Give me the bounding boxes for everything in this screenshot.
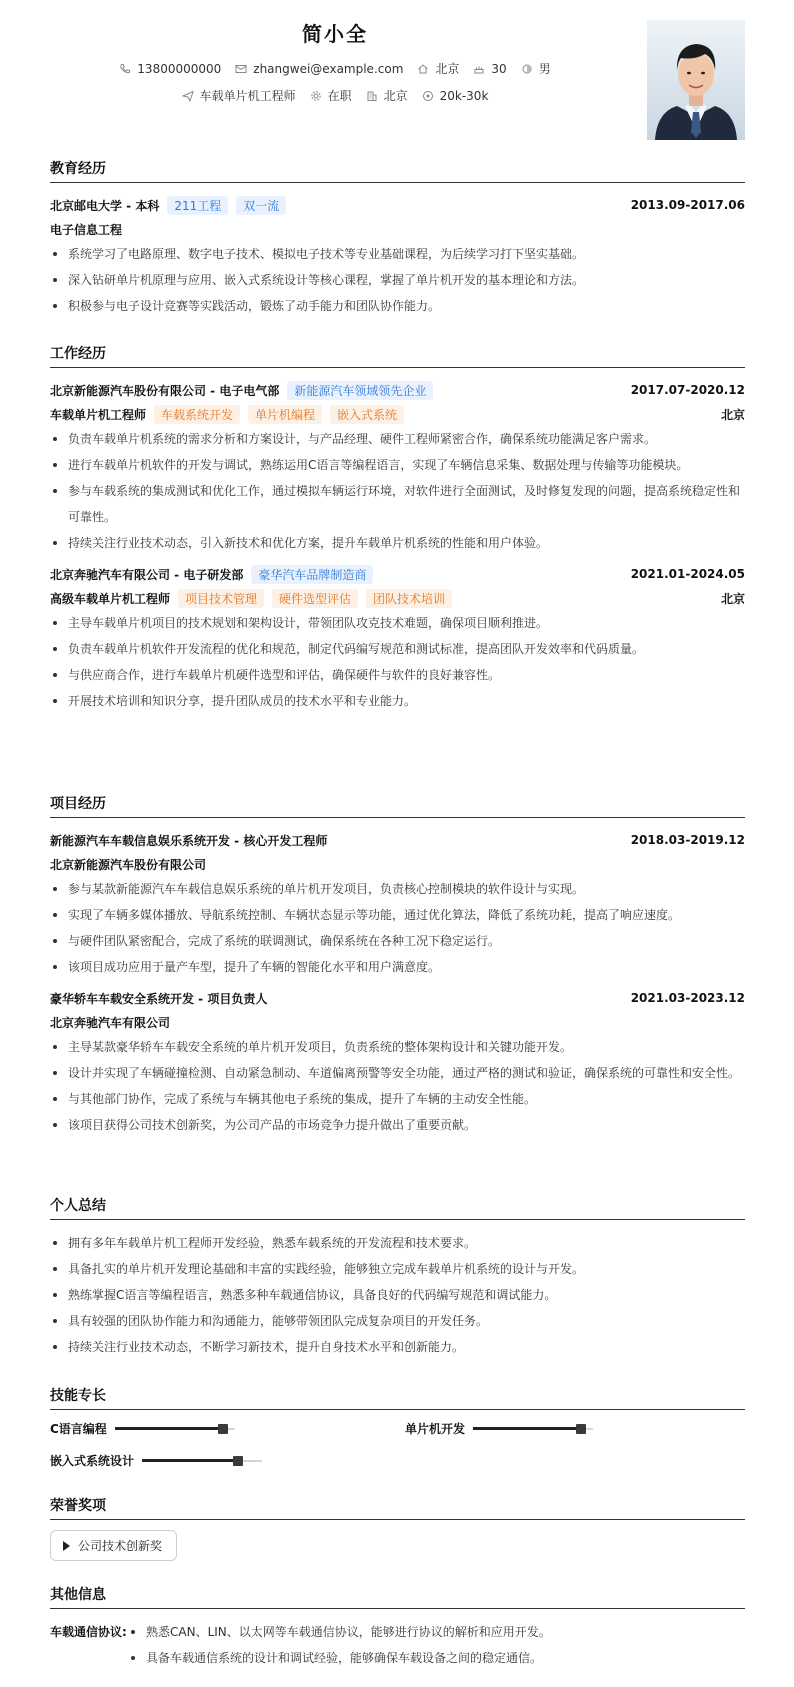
- awards-section: [50, 1495, 745, 1561]
- contact-gender: [521, 60, 551, 77]
- list-item: 进行车载单片机软件的开发与调试，熟练运用C语言等编程语言，实现了车辆信息采集、数据处理与传输等功能模块。: [50, 452, 745, 478]
- job-period: 2021.01-2024.05: [630, 567, 745, 581]
- job-target-city: [366, 87, 408, 104]
- award-name: 公司技术创新奖: [78, 1539, 163, 1553]
- role-tag: 硬件选型评估: [272, 589, 358, 608]
- list-item: 主导某款豪华轿车车载安全系统的单片机开发项目，负责系统的整体架构设计和关键功能开发。: [50, 1034, 745, 1060]
- list-item: 深入钻研单片机原理与应用、嵌入式系统设计等核心课程，掌握了单片机开发的基本理论和方法。: [50, 267, 745, 293]
- major-row: [50, 217, 745, 241]
- list-item: 具有较强的团队协作能力和沟通能力，能够带领团队完成复杂项目的开发任务。: [50, 1308, 745, 1334]
- list-item: 开展技术培训和知识分享，提升团队成员的技术水平和专业能力。: [50, 688, 745, 714]
- job-location: 北京: [720, 591, 745, 606]
- major-name: 电子信息工程: [50, 222, 123, 237]
- skill-item: [50, 1452, 262, 1469]
- job-location: 北京: [720, 407, 745, 422]
- gear-icon: [310, 90, 322, 102]
- profile-photo: [647, 20, 745, 140]
- contact-city: [417, 60, 459, 77]
- target-city-value: 北京: [383, 89, 408, 103]
- list-item: 实现了车辆多媒体播放、导航系统控制、车辆状态显示等功能，通过优化算法，降低了系统功耗，提高了响应速度。: [50, 902, 745, 928]
- projects-section: [50, 793, 745, 1138]
- list-item: 负责车载单片机系统的需求分析和方案设计，与产品经理、硬件工程师紧密合作，确保系统功能满足客户需求。: [50, 426, 745, 452]
- city-value: 北京: [435, 62, 460, 76]
- contact-row-basic: [0, 60, 670, 77]
- contact-row-job: [0, 87, 670, 104]
- list-item: 该项目成功应用于量产车型，提升了车辆的智能化水平和用户满意度。: [50, 954, 745, 980]
- skill-name: 单片机开发: [405, 1422, 466, 1436]
- project-bullets: [50, 876, 745, 980]
- education-bullets: [50, 241, 745, 319]
- project-company-row: [50, 852, 745, 876]
- list-item: 具备车载通信系统的设计和调试经验，能够确保车载设备之间的稳定通信。: [128, 1645, 745, 1671]
- skill-item: [405, 1420, 593, 1437]
- building-icon: [366, 90, 378, 102]
- school-name: 北京邮电大学 - 本科: [50, 198, 160, 213]
- skills-row: [50, 1420, 745, 1452]
- list-item: 持续关注行业技术动态，引入新技术和优化方案，提升车载单片机系统的性能和用户体验。: [50, 530, 745, 556]
- award-item[interactable]: [50, 1530, 177, 1561]
- skill-name: C语言编程: [50, 1422, 107, 1436]
- project-company-row: [50, 1010, 745, 1034]
- skill-level-knob: [218, 1424, 228, 1434]
- work-section: [50, 343, 745, 714]
- list-item: 该项目获得公司技术创新奖，为公司产品的市场竞争力提升做出了重要贡献。: [50, 1112, 745, 1138]
- list-item: 持续关注行业技术动态，不断学习新技术，提升自身技术水平和创新能力。: [50, 1334, 745, 1360]
- project-company: 北京新能源汽车股份有限公司: [50, 857, 207, 872]
- role-tag: 车载系统开发: [154, 405, 240, 424]
- project-bullets: [50, 1034, 745, 1138]
- list-item: 拥有多年车载单片机工程师开发经验，熟悉车载系统的开发流程和技术要求。: [50, 1230, 745, 1256]
- job-company-row: [50, 562, 745, 586]
- education-period: 2013.09-2017.06: [630, 198, 745, 212]
- age-value: 30: [491, 61, 507, 76]
- project-row: [50, 828, 745, 852]
- skill-level-bar: [473, 1422, 593, 1436]
- email-value: zhangwei@example.com: [253, 61, 404, 76]
- contact-age: [473, 62, 506, 76]
- list-item: 负责车载单片机软件开发流程的优化和规范，制定代码编写规范和测试标准，提高团队开发效率和代码质量。: [50, 636, 745, 662]
- skill-level-knob: [233, 1456, 243, 1466]
- project-company: 北京奔驰汽车有限公司: [50, 1015, 171, 1030]
- skill-name: 嵌入式系统设计: [50, 1454, 135, 1468]
- role-name: 车载单片机工程师: [50, 407, 147, 422]
- salary-value: 20k-30k: [439, 88, 489, 103]
- project-name: 豪华轿车车载安全系统开发 - 项目负责人: [50, 991, 268, 1006]
- role-tag: 嵌入式系统: [330, 405, 404, 424]
- skill-item: [50, 1420, 235, 1437]
- company-tag: 豪华汽车品牌制造商: [251, 565, 373, 584]
- section-title: 其他信息: [50, 1584, 745, 1609]
- contact-email: [235, 62, 403, 76]
- job-bullets: [50, 610, 745, 714]
- list-item: 设计并实现了车辆碰撞检测、自动紧急制动、车道偏离预警等安全功能，通过严格的测试和验证，确保系统的可靠性和安全性。: [50, 1060, 745, 1086]
- project-row: [50, 986, 745, 1010]
- gender-icon: [521, 63, 533, 75]
- other-info-row: [50, 1619, 745, 1671]
- job-role-row: [50, 586, 745, 610]
- school-tag: 双一流: [236, 196, 286, 215]
- summary-bullets: [50, 1230, 745, 1360]
- education-section: [50, 158, 745, 319]
- job-position: [182, 87, 296, 104]
- mail-icon: [235, 63, 247, 75]
- section-title: 荣誉奖项: [50, 1495, 745, 1520]
- list-item: 与其他部门协作，完成了系统与车辆其他电子系统的集成，提升了车辆的主动安全性能。: [50, 1086, 745, 1112]
- skill-level-bar: [115, 1422, 235, 1436]
- education-row: [50, 193, 745, 217]
- role-tag: 项目技术管理: [178, 589, 264, 608]
- company-name: 北京奔驰汽车有限公司 - 电子研发部: [50, 567, 244, 582]
- company-name: 北京新能源汽车股份有限公司 - 电子电气部: [50, 383, 280, 398]
- gender-value: 男: [538, 62, 551, 76]
- role-tag: 单片机编程: [248, 405, 322, 424]
- phone-value: 13800000000: [137, 61, 222, 76]
- list-item: 与供应商合作，进行车载单片机硬件选型和评估，确保硬件与软件的良好兼容性。: [50, 662, 745, 688]
- list-item: 具备扎实的单片机开发理论基础和丰富的实践经验，能够独立完成车载单片机系统的设计与开发。: [50, 1256, 745, 1282]
- list-item: 熟悉CAN、LIN、以太网等车载通信协议，能够进行协议的解析和应用开发。: [128, 1619, 745, 1645]
- skills-section: [50, 1385, 745, 1484]
- role-tag: 团队技术培训: [366, 589, 452, 608]
- job-salary: [422, 89, 489, 103]
- skill-level-knob: [576, 1424, 586, 1434]
- skill-level-bar: [142, 1454, 262, 1468]
- list-item: 参与某款新能源汽车车载信息娱乐系统的单片机开发项目，负责核心控制模块的软件设计与实现。: [50, 876, 745, 902]
- candidate-name: 简小全: [302, 22, 368, 46]
- role-name: 高级车载单片机工程师: [50, 591, 171, 606]
- list-item: 熟练掌握C语言等编程语言，熟悉多种车载通信协议，具备良好的代码编写规范和调试能力。: [50, 1282, 745, 1308]
- position-value: 车载单片机工程师: [199, 89, 296, 103]
- section-title: 项目经历: [50, 793, 745, 818]
- project-period: 2018.03-2019.12: [630, 833, 745, 847]
- contact-phone: [119, 62, 221, 76]
- play-icon: [63, 1541, 70, 1551]
- skills-row: [50, 1452, 745, 1484]
- list-item: 积极参与电子设计竞赛等实践活动，锻炼了动手能力和团队协作能力。: [50, 293, 745, 319]
- section-title: 个人总结: [50, 1195, 745, 1220]
- job-company-row: [50, 378, 745, 402]
- other-label: 车载通信协议:: [50, 1625, 127, 1639]
- summary-section: [50, 1195, 745, 1360]
- list-item: 系统学习了电路原理、数字电子技术、模拟电子技术等专业基础课程，为后续学习打下坚实基础。: [50, 241, 745, 267]
- section-title: 工作经历: [50, 343, 745, 368]
- section-title: 技能专长: [50, 1385, 745, 1410]
- other-section: [50, 1584, 745, 1671]
- list-item: 主导车载单片机项目的技术规划和架构设计，带领团队攻克技术难题，确保项目顺利推进。: [50, 610, 745, 636]
- job-period: 2017.07-2020.12: [630, 383, 745, 397]
- section-title: 教育经历: [50, 158, 745, 183]
- home-icon: [417, 63, 429, 75]
- status-value: 在职: [327, 89, 352, 103]
- cake-icon: [473, 63, 485, 75]
- phone-icon: [119, 63, 131, 75]
- company-tag: 新能源汽车领域领先企业: [287, 381, 433, 400]
- coin-icon: [422, 90, 434, 102]
- list-item: 参与车载系统的集成测试和优化工作，通过模拟车辆运行环境，对软件进行全面测试，及时修复发现的问题，提高系统稳定性和可靠性。: [50, 478, 745, 530]
- send-icon: [182, 90, 194, 102]
- job-status: [310, 87, 352, 104]
- job-bullets: [50, 426, 745, 556]
- project-period: 2021.03-2023.12: [630, 991, 745, 1005]
- resume-header: [0, 0, 794, 150]
- school-tag: 211工程: [167, 196, 228, 215]
- other-bullets: [128, 1619, 745, 1671]
- project-name: 新能源汽车车载信息娱乐系统开发 - 核心开发工程师: [50, 833, 328, 848]
- list-item: 与硬件团队紧密配合，完成了系统的联调测试，确保系统在各种工况下稳定运行。: [50, 928, 745, 954]
- job-role-row: [50, 402, 745, 426]
